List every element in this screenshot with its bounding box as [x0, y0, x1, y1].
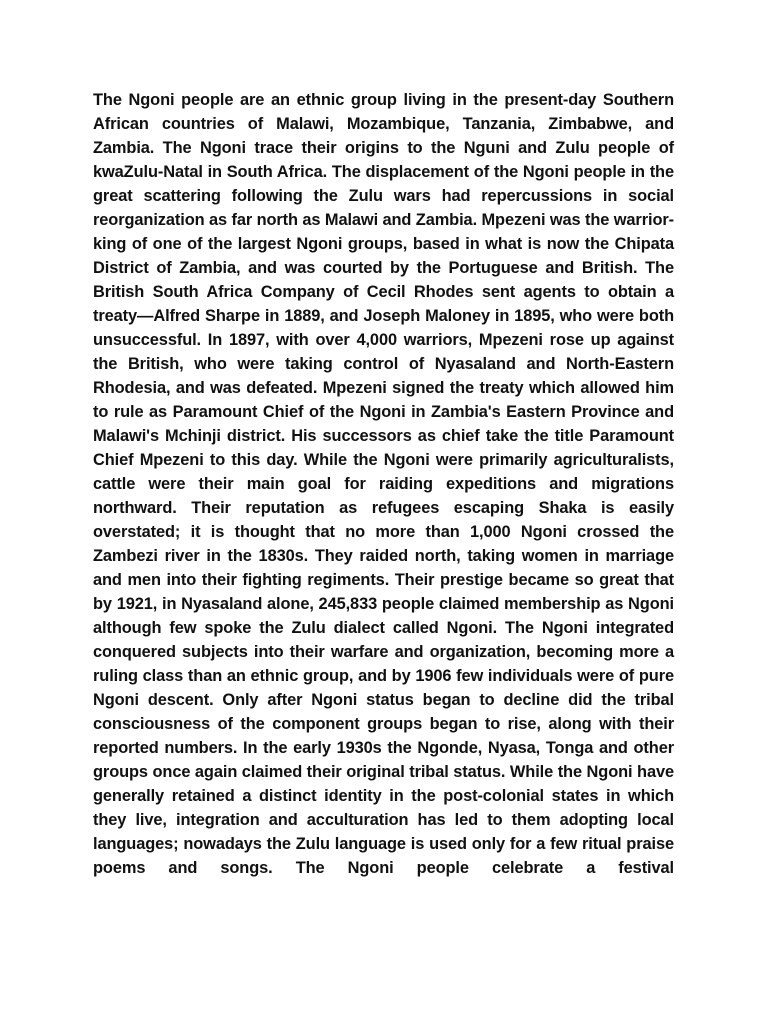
- body-paragraph: The Ngoni people are an ethnic group living in the present-day Southern African countries of Malawi, Mozambique, Tanzania, Zimbabwe, and Zambia. The Ngoni trace their origins to the Nguni and Zulu people of kwaZulu-Natal in South Africa. The displacement of the Ngoni people in the great scattering following the Zulu wars had repercussions in social reorganization as far north as Malawi and Zambia. Mpezeni was the warrior-king of one of the largest Ngoni groups, based in what is now the Chipata District of Zambia, and was courted by the Portuguese and British. The British South Africa Company of Cecil Rhodes sent agents to obtain a treaty—Alfred Sharpe in 1889, and Joseph Maloney in 1895, who were both unsuccessful. In 1897, with over 4,000 warriors, Mpezeni rose up against the British, who were taking control of Nyasaland and North-Eastern Rhodesia, and was defeated. Mpezeni signed the treaty which allowed him to rule as Paramount Chief of the Ngoni in Zambia's Eastern Province and Malawi's Mchinji district. His successors as chief take the title Paramount Chief Mpezeni to this day. While the Ngoni were primarily agriculturalists, cattle were their main goal for raiding expeditions and migrations northward. Their reputation as refugees escaping Shaka is easily overstated; it is thought that no more than 1,000 Ngoni crossed the Zambezi river in the 1830s. They raided north, taking women in marriage and men into their fighting regiments. Their prestige became so great that by 1921, in Nyasaland alone, 245,833 people claimed membership as Ngoni although few spoke the Zulu dialect called Ngoni. The Ngoni integrated conquered subjects into their warfare and organization, becoming more a ruling class than an ethnic group, and by 1906 few individuals were of pure Ngoni descent. Only after Ngoni status began to decline did the tribal consciousness of the component groups began to rise, along with their reported numbers. In the early 1930s the Ngonde, Nyasa, Tonga and other groups once again claimed their original tribal status. While the Ngoni have generally retained a distinct identity in the post-colonial states in which they live, integration and acculturation has led to them adopting local languages; nowadays the Zulu language is used only for a few ritual praise poems and songs. The Ngoni people celebrate a festival: [93, 91, 674, 877]
